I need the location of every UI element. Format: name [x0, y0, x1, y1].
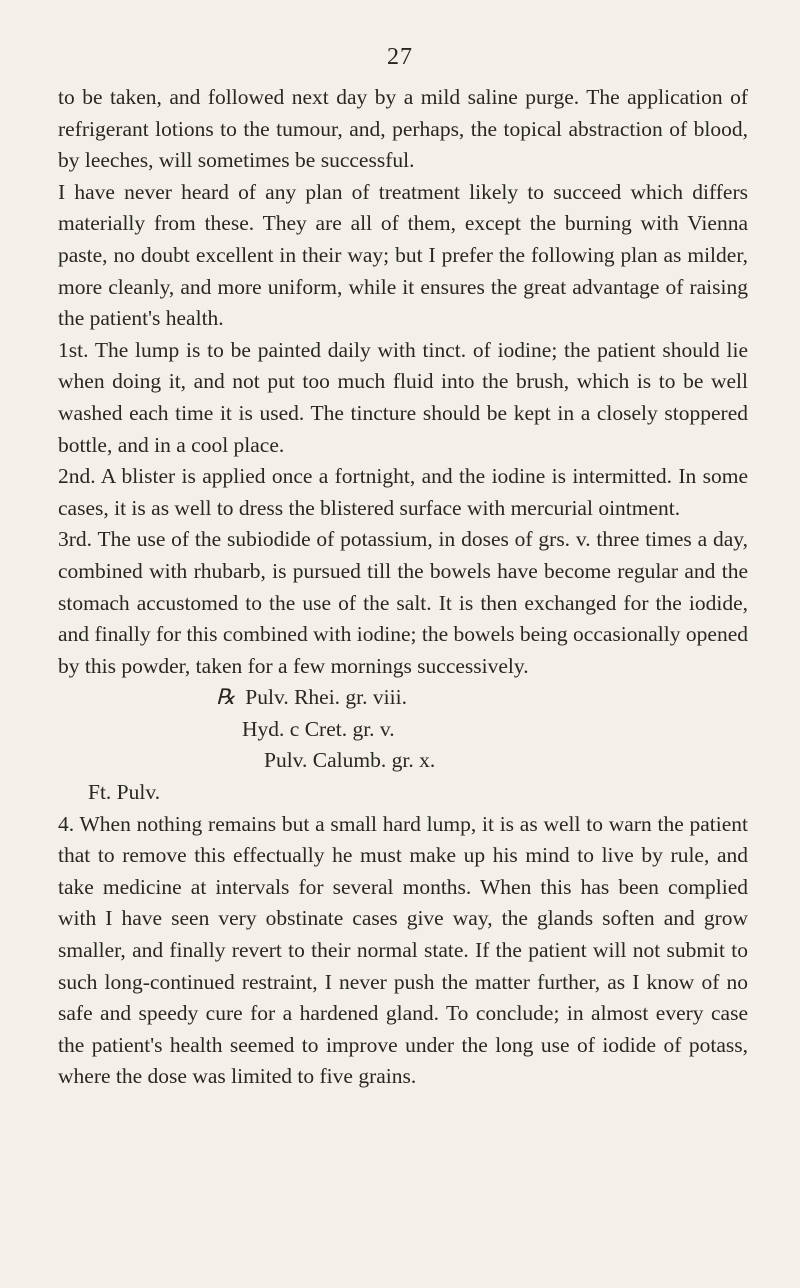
prescription-item: Pulv. Rhei. gr. viii.: [245, 685, 407, 710]
prescription-item: Hyd. c Cret. gr. v.: [242, 716, 395, 741]
paragraph: 1st. The lump is to be painted daily with tinct. of iodine; the patient should lie when doing it, and not put too much fluid into the brush, which is to be well washed each time it is used. The tincture should be kept in a closely stoppered bottle, and in a cool place.: [58, 337, 748, 457]
prescription-item: Pulv. Calumb. gr. x.: [264, 748, 436, 773]
rx-symbol: ℞: [216, 685, 236, 710]
body-text: [58, 82, 748, 1093]
prescription-line: [216, 714, 748, 746]
paragraph: 3rd. The use of the subiodide of potassium, in doses of grs. v. three times a day, combined with rhubarb, is pursued till the bowels have become regular and the stomach accustomed to the use of the salt. It is then exchanged for the iodide, and finally for this combined with iodine; the bowels being occasionally opened by this powder, taken for a few mornings successively.: [58, 527, 748, 678]
paragraph: to be taken, and followed next day by a mild saline purge. The application of refrigerant lotions to the tumour, and, perhaps, the topical abstraction of blood, by leeches, will sometimes be successful.: [58, 85, 748, 173]
paragraph: I have never heard of any plan of treatment likely to succeed which differs materially from these. They are all of them, except the burning with Vienna paste, no doubt excellent in their way; but I prefer the following plan as milder, more cleanly, and more uniform, while it ensures the great advantage of raising the patient's health.: [58, 179, 748, 331]
prescription-closing: Ft. Pulv.: [88, 780, 161, 805]
prescription-line: [216, 745, 748, 777]
prescription: [58, 682, 748, 777]
page-number: 27: [387, 44, 413, 70]
prescription-line: [216, 682, 748, 714]
paragraph: 4. When nothing remains but a small hard lump, it is as well to warn the patient that to remove this effectually he must make up his mind to live by rule, and take medicine at intervals for several months. When this has been complied with I have seen very obstinate cases give way, the glands soften and grow smaller, and finally revert to their normal state. If the patient will not submit to such long-continued restraint, I never push the matter further, as I know of no safe and speedy cure for a hardened gland. To conclude; in almost every case the patient's health seemed to improve under the long use of iodide of potass, where the dose was limited to five grains.: [58, 811, 748, 1089]
paragraph: 2nd. A blister is applied once a fortnight, and the iodine is intermitted. In some cases, it is as well to dress the blistered surface with mercurial ointment.: [58, 464, 748, 520]
